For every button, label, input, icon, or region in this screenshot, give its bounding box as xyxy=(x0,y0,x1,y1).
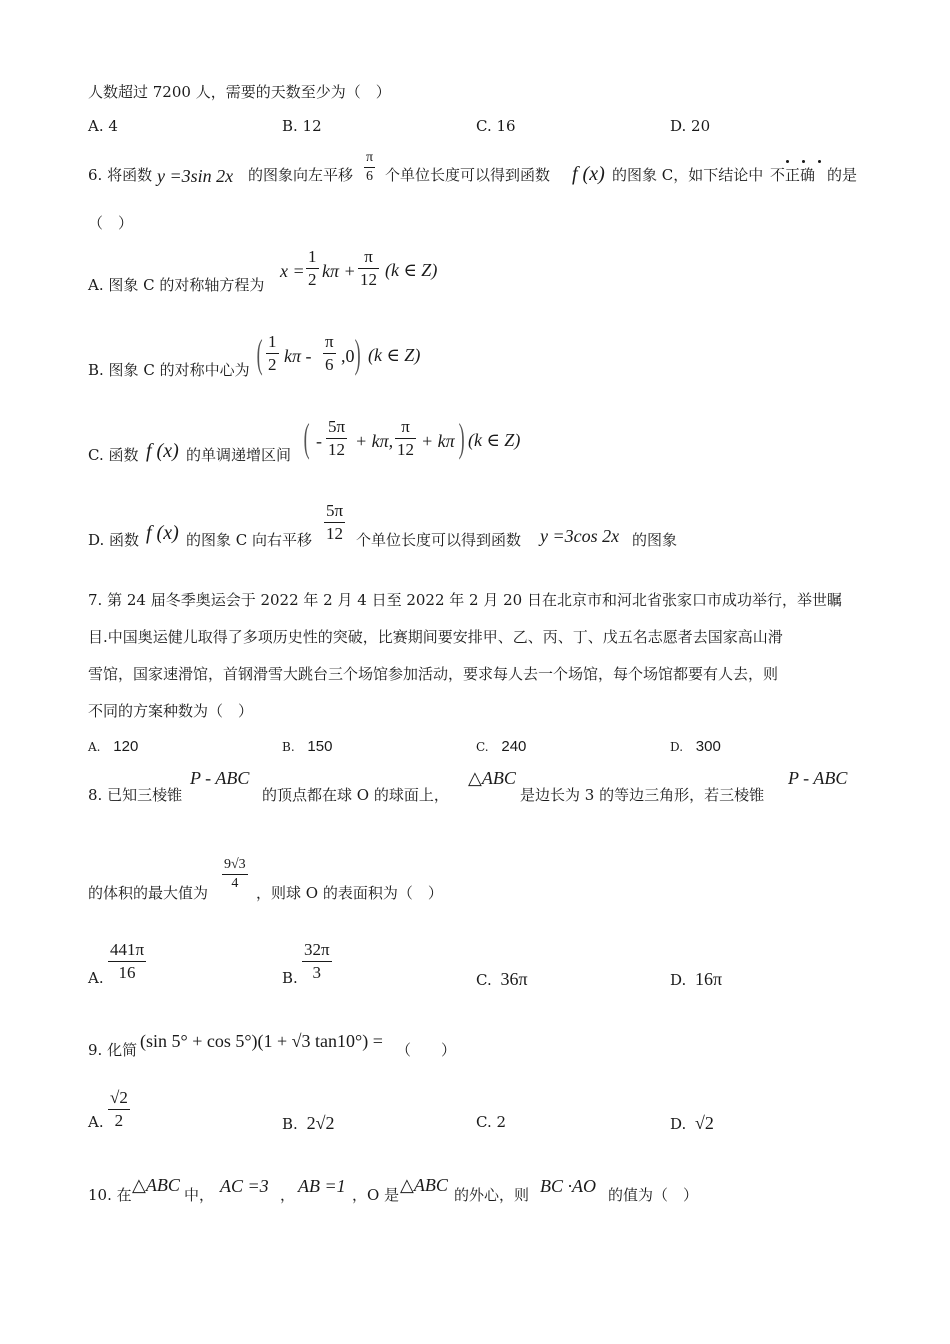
fraction-bar xyxy=(323,353,336,354)
q6-d-text3: 的图象 xyxy=(632,531,678,549)
emphasis-dot xyxy=(786,160,789,163)
q6-option-c-label[interactable]: C. 函数 xyxy=(88,446,139,464)
q10-ac: AC =3 xyxy=(220,1176,269,1196)
q6-shift-fraction xyxy=(364,150,375,185)
option-letter: A. xyxy=(88,740,101,754)
q6-stem-mid3: 的图象 C，如下结论中 xyxy=(612,166,764,184)
fraction-den: 2 xyxy=(114,1111,124,1130)
right-paren: ) xyxy=(458,415,465,460)
fraction-num: 32π xyxy=(304,940,330,959)
fraction-num: √2 xyxy=(110,1088,128,1107)
option-value: 300 xyxy=(695,738,721,755)
q6-d-text2: 个单位长度可以得到函数 xyxy=(356,531,522,549)
q10-text-2: ，O 是 xyxy=(352,1186,400,1204)
q6-shift-den: 6 xyxy=(366,169,374,184)
option-value: 240 xyxy=(501,738,527,755)
fraction-den: 12 xyxy=(397,440,414,459)
q7-line-4: 不同的方案种数为（ ） xyxy=(88,702,254,720)
fraction-bar xyxy=(302,961,332,962)
q6-fx: f (x) xyxy=(572,163,605,185)
q6-c-text: 的单调递增区间 xyxy=(186,446,292,464)
q7-line-2: 目.中国奥运健儿取得了多项历史性的突破，比赛期间要安排甲、乙、丙、丁、戊五名志愿者去国家高山滑 xyxy=(88,628,783,646)
q6-stem-mid2: 个单位长度可以得到函数 xyxy=(385,166,551,184)
q10-text-3: 的外心，则 xyxy=(454,1186,530,1204)
fraction-den: 4 xyxy=(231,876,239,891)
option-value: 36π xyxy=(500,969,528,989)
q8-pyramid-2: P - ABC xyxy=(788,768,848,788)
right-paren: ) xyxy=(354,331,361,376)
q6-c-frac2 xyxy=(395,417,416,460)
option-value: 120 xyxy=(113,738,139,755)
q5-option-d[interactable]: D. 20 xyxy=(670,117,711,135)
option-value: √2 xyxy=(695,1113,714,1133)
option-letter: D. xyxy=(670,740,684,754)
fraction-num: 5π xyxy=(328,417,346,436)
q7-option-d[interactable] xyxy=(670,737,721,755)
fraction-bar xyxy=(306,268,319,269)
left-paren: ( xyxy=(303,415,310,460)
q6-a-math-pre: x = xyxy=(280,261,305,281)
fraction-bar xyxy=(222,874,248,875)
q9-option-b[interactable] xyxy=(282,1113,334,1134)
q6-b-frac2 xyxy=(323,332,336,375)
q9-option-d[interactable] xyxy=(670,1113,714,1134)
q10-vector: BC ·AO xyxy=(540,1176,596,1196)
q10-triangle-2: △ABC xyxy=(400,1175,448,1195)
option-letter: D. xyxy=(670,1115,687,1133)
fraction-den: 2 xyxy=(308,270,317,289)
fraction-bar xyxy=(108,961,146,962)
fraction-num: 5π xyxy=(326,501,344,520)
q8-option-a[interactable]: A. xyxy=(88,969,104,987)
q9-paren: （ ） xyxy=(396,1041,457,1059)
fraction-num: 9√3 xyxy=(224,857,246,872)
q9-a-fraction xyxy=(108,1088,130,1131)
q7-option-a[interactable] xyxy=(88,737,138,755)
q6-c-tail: + kπ xyxy=(421,431,455,451)
q8-pyramid-1: P - ABC xyxy=(190,768,250,788)
q6-d-text1: 的图象 C 向右平移 xyxy=(186,531,313,549)
fraction-den: 12 xyxy=(326,524,344,543)
q9-pre: 9. 化简 xyxy=(88,1041,138,1059)
q6-a-frac1 xyxy=(306,247,319,290)
q8-option-c[interactable] xyxy=(476,969,528,990)
q6-c-frac1 xyxy=(326,417,347,460)
q10-pre: 10. 在 xyxy=(88,1186,132,1204)
option-letter: C. xyxy=(476,971,492,989)
q6-a-frac2 xyxy=(358,247,379,290)
q10-comma: ， xyxy=(280,1186,296,1204)
q5-option-a[interactable]: A. 4 xyxy=(88,117,118,135)
q8-option-d[interactable] xyxy=(670,969,722,990)
q10-text-1: 中， xyxy=(184,1186,215,1204)
option-letter: D. xyxy=(670,971,687,989)
fraction-den: 16 xyxy=(118,963,136,982)
q6-answer-paren: （ ） xyxy=(88,214,134,232)
q7-option-b[interactable] xyxy=(282,737,332,755)
q6-b-mid: kπ - xyxy=(284,346,312,366)
q5-line: 人数超过 7200 人，需要的天数至少为（ ） xyxy=(88,83,391,101)
q7-line-1: 7. 第 24 届冬季奥运会于 2022 年 2 月 4 日至 2022 年 2 月 20 日在北京市和河北省张家口市成功举行，举世瞩 xyxy=(88,591,842,609)
q8-volume-fraction xyxy=(222,857,248,892)
fraction-bar xyxy=(364,167,375,168)
q8-line2-pre: 的体积的最大值为 xyxy=(88,884,209,902)
q6-option-b-label[interactable]: B. 图象 C 的对称中心为 xyxy=(88,361,250,379)
fraction-num: 441π xyxy=(110,940,145,959)
q6-d-func: y =3cos 2x xyxy=(540,526,620,546)
fraction-bar xyxy=(395,438,416,439)
fraction-num: 1 xyxy=(268,332,277,351)
q8-a-fraction xyxy=(108,940,146,983)
q6-a-set: (k ∈ Z) xyxy=(385,260,438,280)
fraction-num: π xyxy=(401,417,410,436)
fraction-bar xyxy=(108,1109,130,1110)
option-value: 16π xyxy=(695,969,723,989)
q9-expression: (sin 5° + cos 5°)(1 + √3 tan10°) = xyxy=(140,1031,383,1051)
emphasis-dot xyxy=(802,160,805,163)
q6-option-a-label[interactable]: A. 图象 C 的对称轴方程为 xyxy=(88,276,265,294)
fraction-den: 2 xyxy=(268,355,277,374)
q6-b-frac1 xyxy=(266,332,279,375)
left-paren: ( xyxy=(256,331,263,376)
fraction-den: 12 xyxy=(328,440,346,459)
q8-text-1: 的顶点都在球 O 的球面上， xyxy=(262,786,449,804)
q10-ab: AB =1 xyxy=(298,1176,346,1196)
q6-a-kpi: kπ + xyxy=(322,261,356,281)
q8-option-b[interactable]: B. xyxy=(282,969,298,987)
fraction-bar xyxy=(358,268,379,269)
q6-func: y =3sin 2x xyxy=(157,166,234,186)
fraction-num: π xyxy=(364,247,373,266)
q10-triangle: △ABC xyxy=(132,1175,180,1195)
option-letter: B. xyxy=(282,1115,298,1133)
option-letter: B. xyxy=(282,740,295,754)
fraction-den: 6 xyxy=(325,355,334,374)
q8-pre: 8. 已知三棱锥 xyxy=(88,786,183,804)
q9-option-a[interactable]: A. xyxy=(88,1113,104,1131)
q6-option-d-label[interactable]: D. 函数 xyxy=(88,531,140,549)
fraction-bar xyxy=(324,522,345,523)
q6-c-minus: - xyxy=(316,431,322,451)
fraction-den: 3 xyxy=(312,963,322,982)
q6-d-frac xyxy=(324,501,345,544)
q6-c-fx: f (x) xyxy=(146,440,179,462)
fraction-bar xyxy=(266,353,279,354)
fraction-den: 12 xyxy=(360,270,377,289)
option-value: 2√2 xyxy=(306,1113,335,1133)
q7-option-c[interactable] xyxy=(476,737,526,755)
option-value: 150 xyxy=(307,738,333,755)
fraction-bar xyxy=(326,438,347,439)
q8-text-2: 是边长为 3 的等边三角形，若三棱锥 xyxy=(520,786,765,804)
q8-b-fraction xyxy=(302,940,332,983)
q7-line-3: 雪馆，国家速滑馆，首钢滑雪大跳台三个场馆参加活动，要求每人去一个场馆，每个场馆都要有人去，则 xyxy=(88,665,779,683)
q6-stem-pre: 6. 将函数 xyxy=(88,166,153,184)
q6-c-mid: + kπ, xyxy=(355,431,394,451)
q6-b-tail: ,0 xyxy=(341,346,355,366)
q6-stem-emph: 不正确 xyxy=(770,166,816,184)
option-letter: C. xyxy=(476,740,489,754)
fraction-num: 1 xyxy=(308,247,317,266)
fraction-num: π xyxy=(325,332,334,351)
q6-stem-tail: 的是 xyxy=(827,166,858,184)
q5-option-b[interactable]: B. 12 xyxy=(282,117,322,135)
q5-option-c[interactable]: C. 16 xyxy=(476,117,516,135)
q8-triangle: △ABC xyxy=(468,768,516,788)
q10-text-4: 的值为（ ） xyxy=(608,1186,699,1204)
q8-line2-tail: ，则球 O 的表面积为（ ） xyxy=(256,884,443,902)
q9-option-c[interactable]: C. 2 xyxy=(476,1113,507,1131)
emphasis-dot xyxy=(818,160,821,163)
q6-stem-mid1: 的图象向左平移 xyxy=(248,166,354,184)
q6-c-set: (k ∈ Z) xyxy=(468,430,521,450)
q6-b-set: (k ∈ Z) xyxy=(368,345,421,365)
q6-shift-num: π xyxy=(366,150,374,165)
q6-d-fx: f (x) xyxy=(146,522,179,544)
